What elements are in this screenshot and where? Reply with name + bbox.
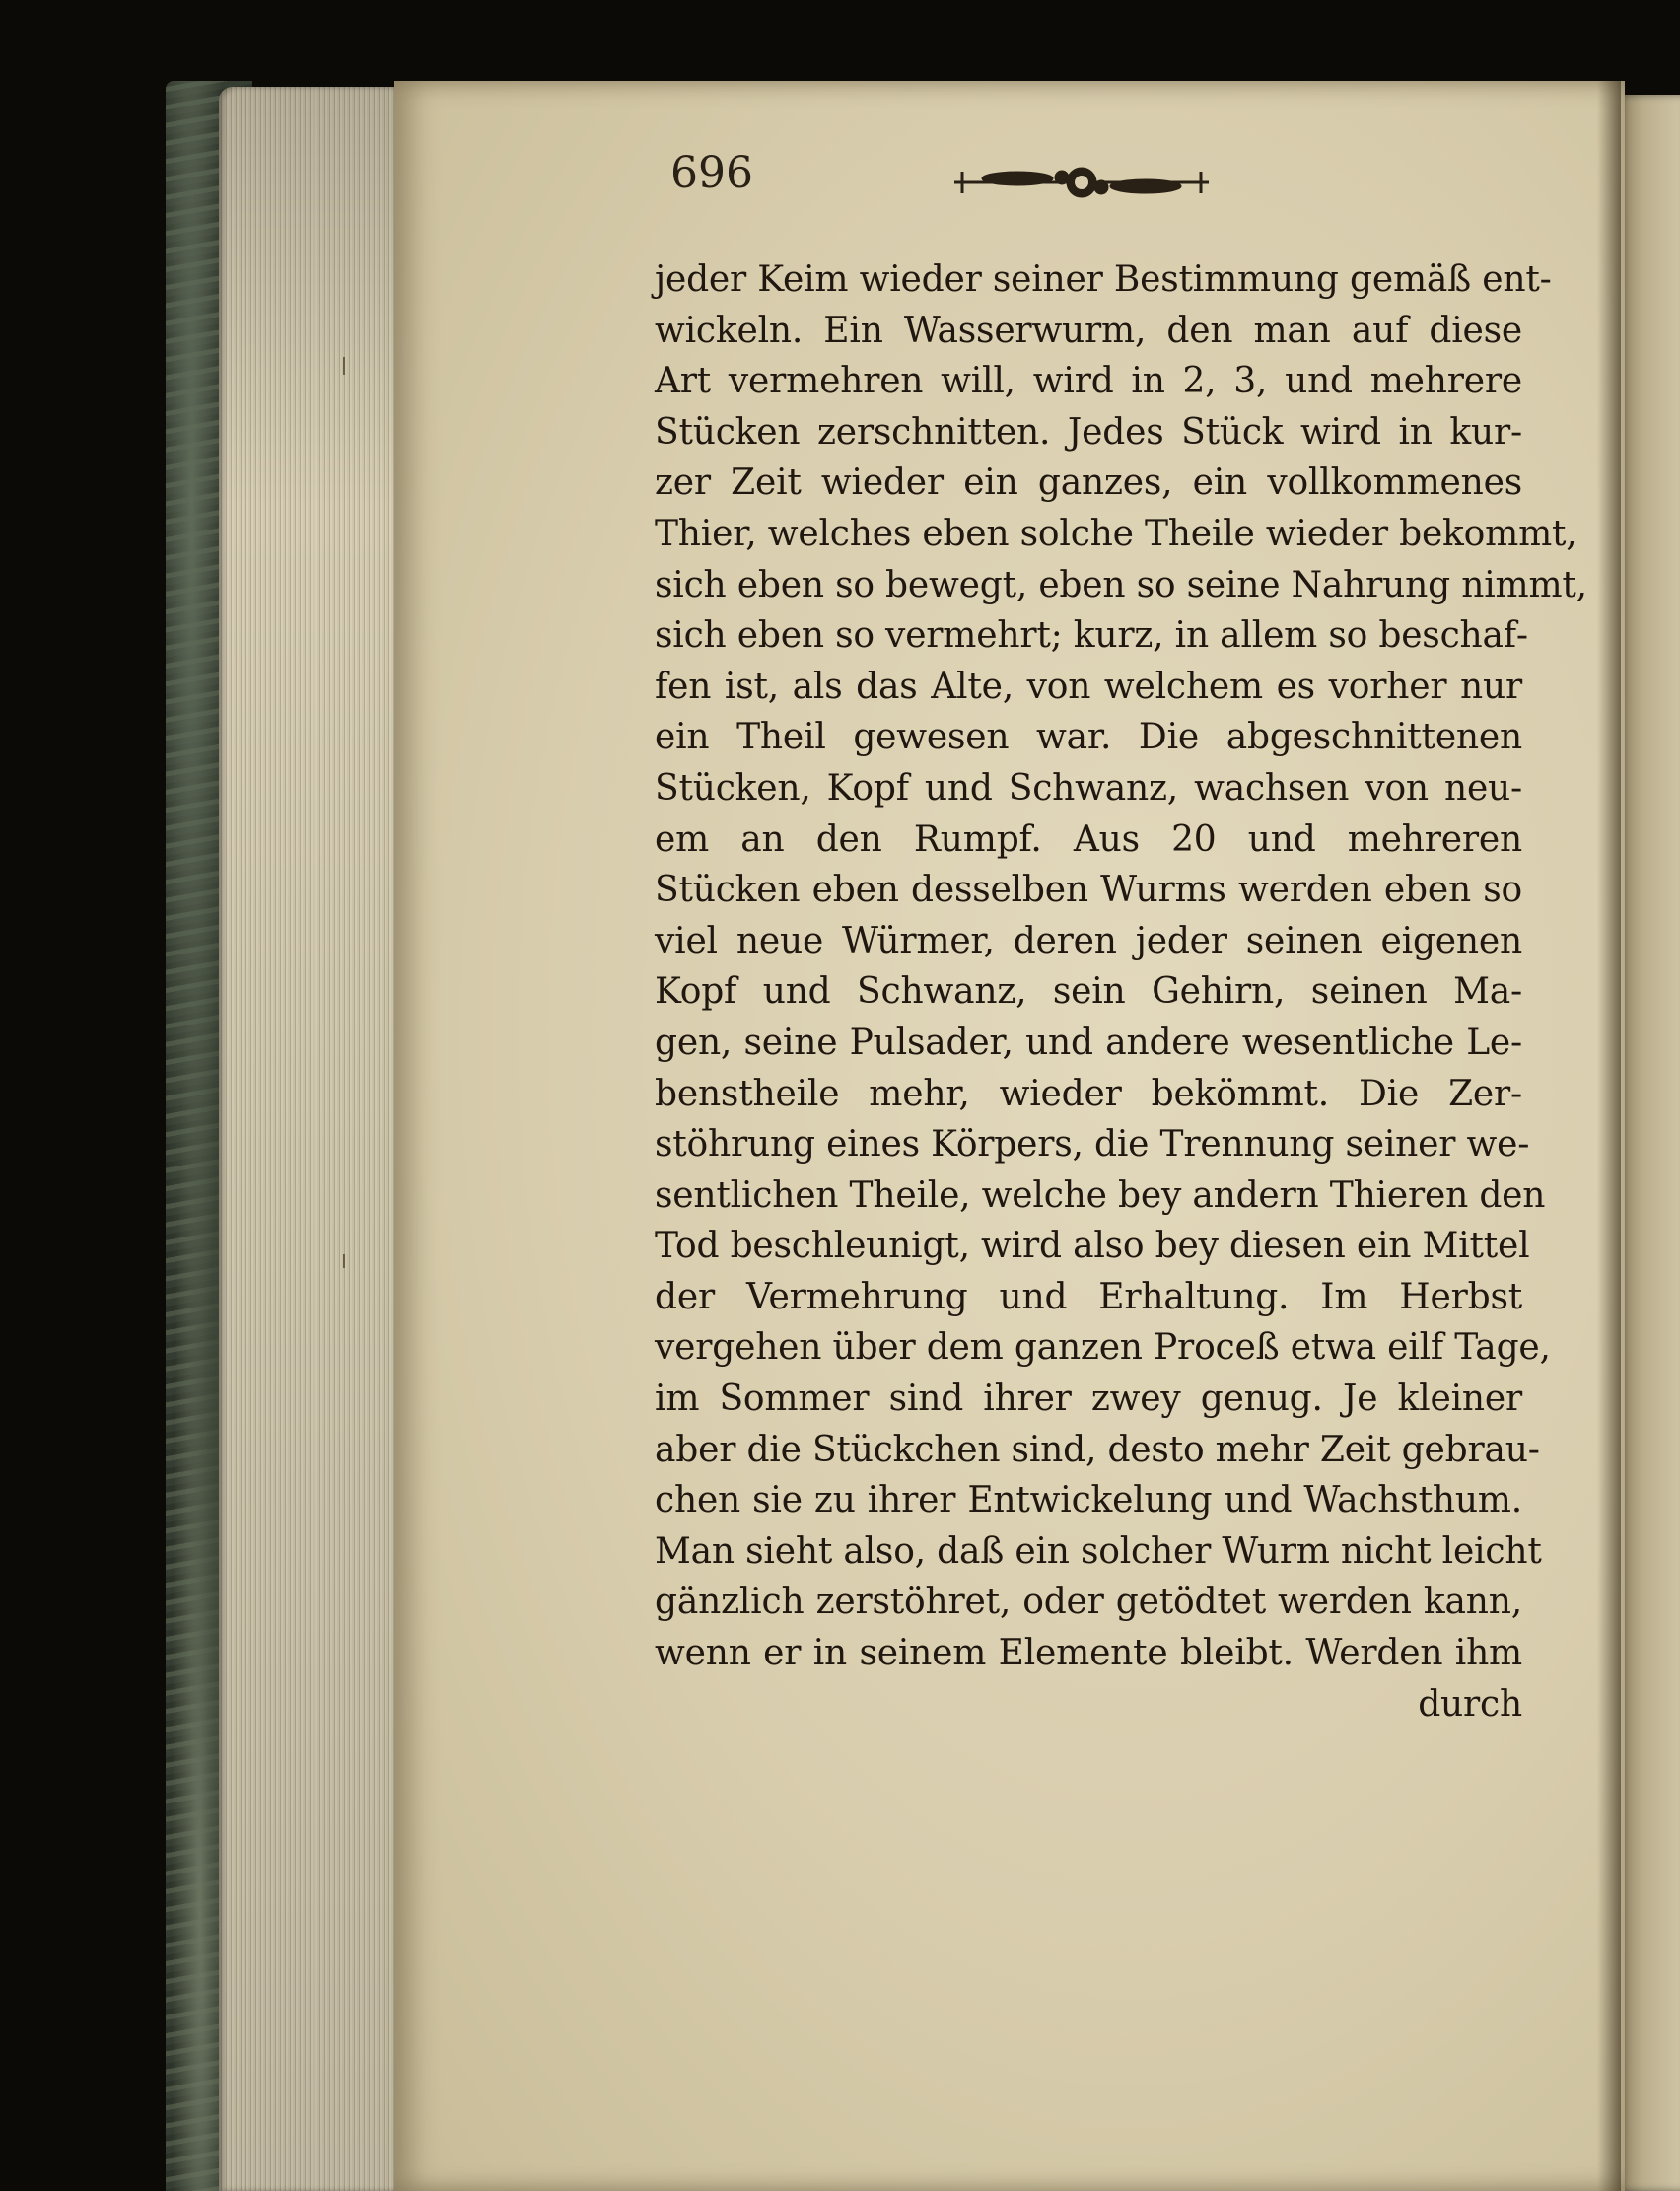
text-line: vergehen über dem ganzen Proceß etwa eilf Tage, — [655, 1327, 1551, 1369]
facing-page-edge — [1617, 95, 1680, 2191]
page-edge-mark — [343, 357, 345, 375]
page-edges-shade — [219, 87, 408, 2191]
text-line: durch — [1418, 1683, 1522, 1725]
text-line: stöhrung eines Körpers, die Trennung seiner we‑ — [655, 1124, 1530, 1166]
text-line: Tod beschleunigt, wird also bey diesen ein Mittel — [655, 1226, 1530, 1267]
text-line: Stücken zerschnitten. Jedes Stück wird in kur‑ — [655, 411, 1522, 453]
text-line: em an den Rumpf. Aus 20 und mehreren — [655, 818, 1522, 860]
text-line: gen, seine Pulsader, und andere wesentliche Le‑ — [655, 1022, 1522, 1063]
text-line: Kopf und Schwanz, sein Gehirn, seinen Ma‑ — [655, 971, 1522, 1013]
text-line: fen ist, als das Alte, von welchem es vorher nur — [655, 666, 1522, 707]
header-ornament-icon — [948, 166, 1215, 199]
running-header — [670, 148, 1223, 207]
text-line: wenn er in seinem Elemente bleibt. Werden ihm — [655, 1633, 1522, 1674]
text-line: jeder Keim wieder seiner Bestimmung gemäß ent‑ — [655, 259, 1552, 300]
text-line: benstheile mehr, wieder bekömmt. Die Zer‑ — [655, 1073, 1522, 1114]
page-edge-mark — [343, 1254, 345, 1268]
text-line: wickeln. Ein Wasserwurm, den man auf diese — [655, 310, 1522, 351]
text-line: sich eben so bewegt, eben so seine Nahrung nimmt, — [655, 564, 1587, 605]
text-line: der Vermehrung und Erhaltung. Im Herbst — [655, 1276, 1522, 1317]
text-line: Man sieht also, daß ein solcher Wurm nicht leicht — [655, 1530, 1542, 1572]
text-line: chen sie zu ihrer Entwickelung und Wachsthum. — [655, 1480, 1522, 1521]
text-line: Stücken, Kopf und Schwanz, wachsen von neu‑ — [655, 767, 1522, 809]
body-text — [655, 254, 1587, 2049]
text-line: sentlichen Theile, welche bey andern Thieren den — [655, 1174, 1546, 1216]
page-gutter-shadow — [1597, 81, 1621, 2191]
text-line: Thier, welches eben solche Theile wieder bekommt, — [655, 513, 1577, 554]
text-line: zer Zeit wieder ein ganzes, ein vollkommenes — [655, 462, 1522, 504]
text-line: aber die Stückchen sind, desto mehr Zeit gebrau‑ — [655, 1429, 1540, 1470]
page-number: 696 — [670, 148, 753, 198]
text-line: viel neue Würmer, deren jeder seinen eigenen — [655, 920, 1522, 961]
text-line: ein Theil gewesen war. Die abgeschnittenen — [655, 717, 1522, 758]
text-line: sich eben so vermehrt; kurz, in allem so beschaf‑ — [655, 615, 1528, 657]
text-line: Stücken eben desselben Wurms werden eben so — [655, 870, 1522, 911]
text-line: Art vermehren will, wird in 2, 3, und mehrere — [655, 361, 1522, 402]
text-line: im Sommer sind ihrer zwey genug. Je kleiner — [655, 1378, 1522, 1420]
text-line: gänzlich zerstöhret, oder getödtet werden kann, — [655, 1582, 1522, 1623]
